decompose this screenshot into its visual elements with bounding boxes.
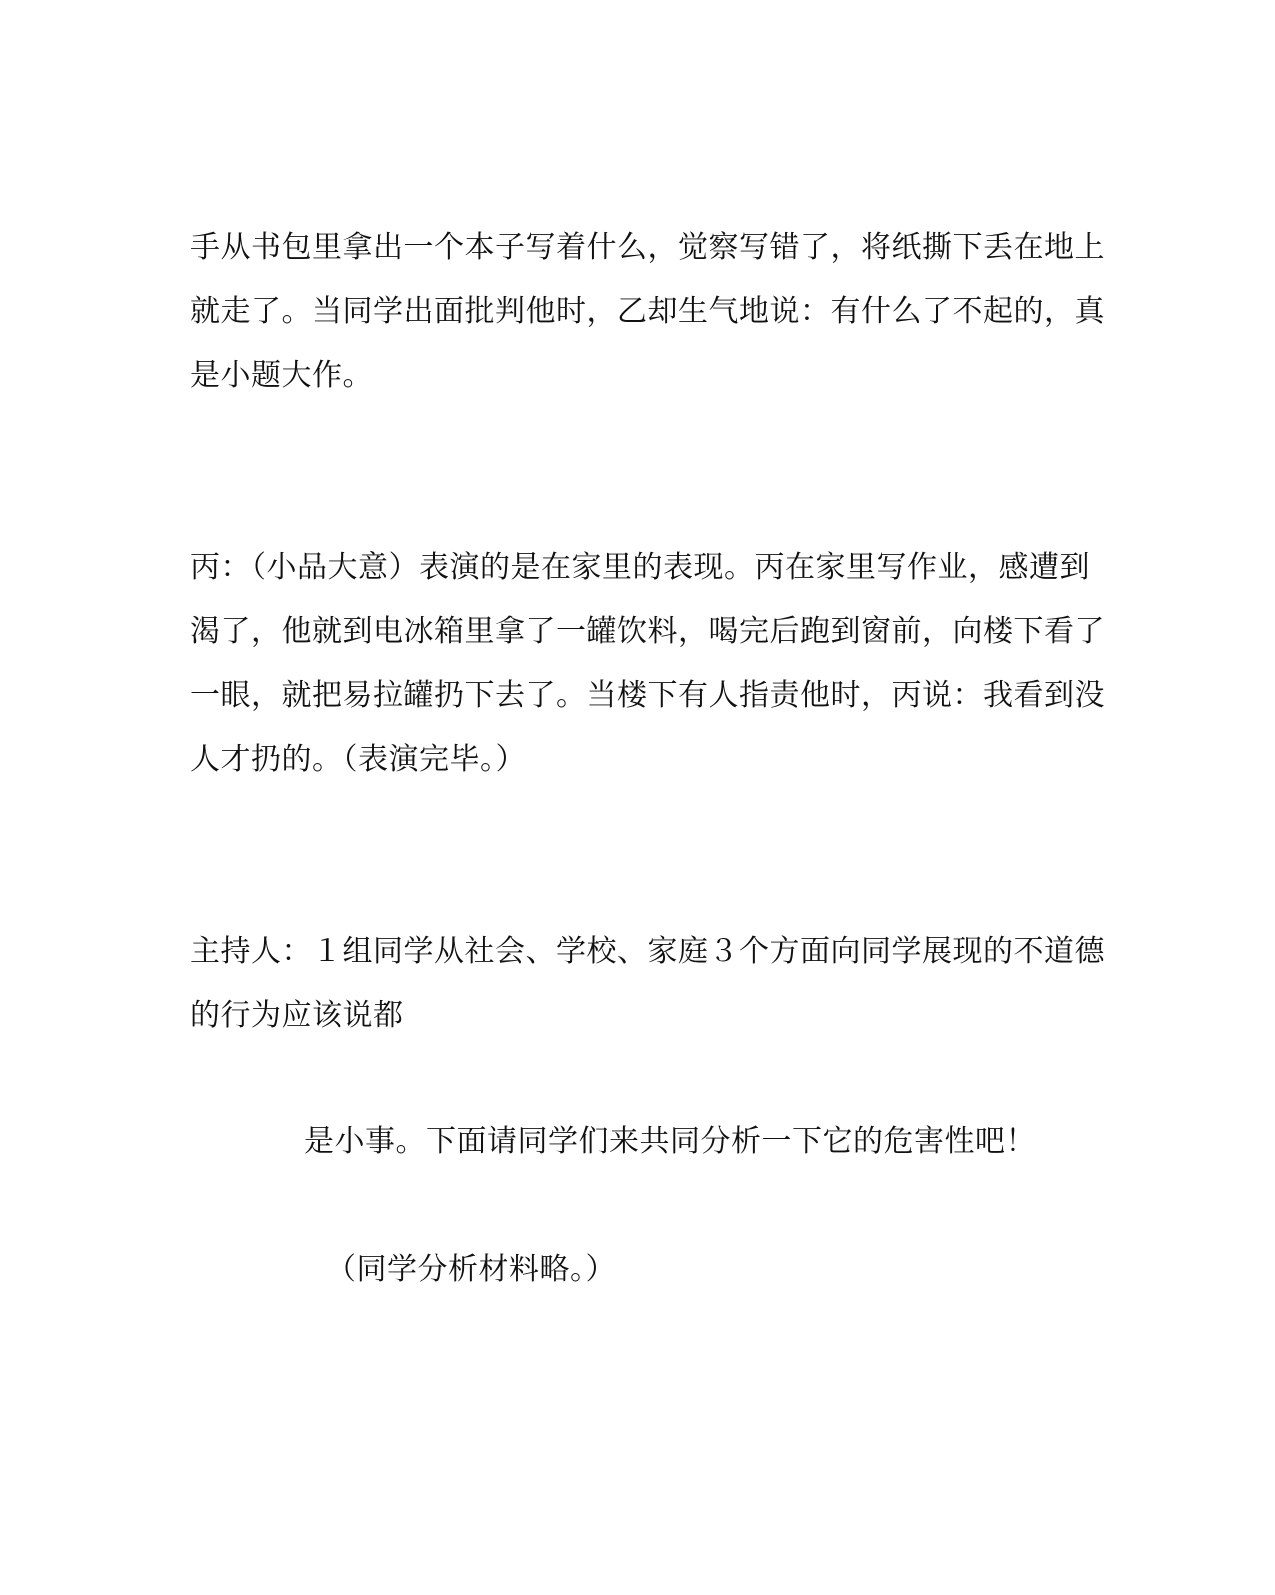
paragraph-1-line-3: 是小题大作。: [190, 358, 373, 393]
paragraph-3-line-1: 主持人：１组同学从社会、学校、家庭３个方面向同学展现的不道德: [190, 934, 1105, 969]
paragraph-2-line-4: 人才扔的。（表演完毕。）: [190, 742, 526, 777]
paragraph-5-line-1: （同学分析材料略。）: [326, 1252, 616, 1287]
paragraph-4-line-1: 是小事。下面请同学们来共同分析一下它的危害性吧！: [304, 1124, 1036, 1159]
paragraph-2-line-3: 一眼，就把易拉罐扔下去了。当楼下有人指责他时，丙说：我看到没: [190, 678, 1105, 713]
paragraph-3-line-2: 的行为应该说都: [190, 998, 404, 1033]
paragraph-2-line-2: 渴了，他就到电冰箱里拿了一罐饮料，喝完后跑到窗前，向楼下看了: [190, 614, 1105, 649]
paragraph-1-line-1: 手从书包里拿出一个本子写着什么，觉察写错了，将纸撕下丢在地上: [190, 230, 1105, 265]
paragraph-2-line-1: 丙：（小品大意）表演的是在家里的表现。丙在家里写作业，感遭到: [190, 550, 1090, 585]
paragraph-1-line-2: 就走了。当同学出面批判他时，乙却生气地说：有什么了不起的，真: [190, 294, 1105, 329]
